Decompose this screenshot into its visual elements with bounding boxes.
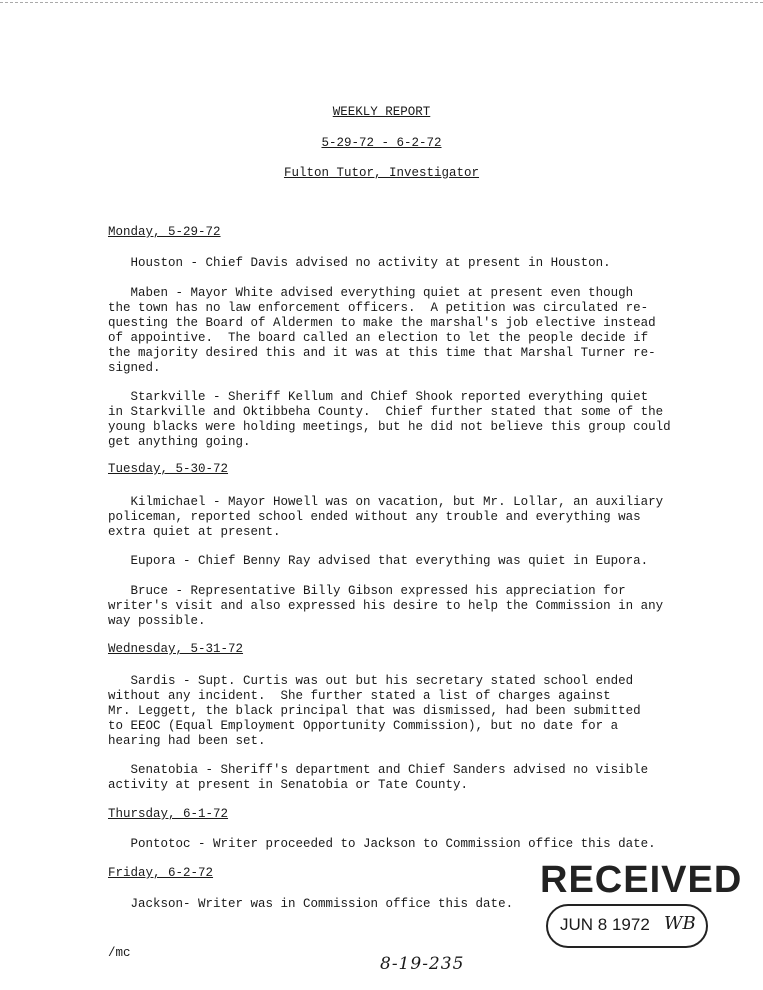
report-paragraph bbox=[108, 837, 708, 852]
scan-edge bbox=[0, 2, 763, 3]
paragraph-line: young blacks were holding meetings, but he did not believe this group could bbox=[108, 420, 671, 434]
paragraph-line: Sardis - Supt. Curtis was out but his secretary stated school ended bbox=[108, 674, 634, 688]
report-author-text: Fulton Tutor, Investigator bbox=[283, 166, 480, 180]
paragraph-line: get anything going. bbox=[108, 435, 251, 449]
paragraph-line: Bruce - Representative Billy Gibson expressed his appreciation for bbox=[108, 584, 626, 598]
report-paragraph bbox=[108, 763, 708, 793]
report-paragraph bbox=[108, 674, 708, 749]
report-paragraph bbox=[108, 584, 708, 629]
paragraph-line: signed. bbox=[108, 361, 161, 375]
report-period bbox=[0, 136, 763, 150]
paragraph-line: Starkville - Sheriff Kellum and Chief Shook reported everything quiet bbox=[108, 390, 649, 404]
paragraph-line: Pontotoc - Writer proceeded to Jackson to Commission office this date. bbox=[108, 837, 656, 851]
report-paragraph bbox=[108, 495, 708, 540]
report-paragraph bbox=[108, 286, 708, 376]
report-author bbox=[0, 166, 763, 180]
paragraph-line: Maben - Mayor White advised everything quiet at present even though bbox=[108, 286, 634, 300]
paragraph-line: Eupora - Chief Benny Ray advised that everything was quiet in Eupora. bbox=[108, 554, 649, 568]
report-paragraph bbox=[108, 256, 708, 271]
paragraph-line: Kilmichael - Mayor Howell was on vacation, but Mr. Lollar, an auxiliary bbox=[108, 495, 664, 509]
paragraph-line: writer's visit and also expressed his desire to help the Commission in any bbox=[108, 599, 664, 613]
paragraph-line: without any incident. She further stated a list of charges against bbox=[108, 689, 611, 703]
file-number: 8-19-235 bbox=[380, 954, 465, 974]
day-heading: Wednesday, 5-31-72 bbox=[108, 642, 244, 656]
report-paragraph bbox=[108, 390, 708, 450]
paragraph-line: the majority desired this and it was at this time that Marshal Turner re- bbox=[108, 346, 656, 360]
day-heading: Thursday, 6-1-72 bbox=[108, 807, 229, 821]
paragraph-line: extra quiet at present. bbox=[108, 525, 281, 539]
paragraph-line: hearing had been set. bbox=[108, 734, 266, 748]
paragraph-line: Jackson- Writer was in Commission office this date. bbox=[108, 897, 514, 911]
received-stamp bbox=[540, 859, 743, 948]
report-paragraph bbox=[108, 554, 708, 569]
paragraph-line: Houston - Chief Davis advised no activity at present in Houston. bbox=[108, 256, 611, 270]
paragraph-line: of appointive. The board called an election to let the people decide if bbox=[108, 331, 649, 345]
paragraph-line: policeman, reported school ended without any trouble and everything was bbox=[108, 510, 641, 524]
paragraph-line: activity at present in Senatobia or Tate County. bbox=[108, 778, 469, 792]
paragraph-line: the town has no law enforcement officers. A petition was circulated re- bbox=[108, 301, 649, 315]
stamp-date: JUN 8 1972 bbox=[560, 915, 650, 934]
report-period-text: 5-29-72 - 6-2-72 bbox=[321, 136, 442, 150]
day-heading: Monday, 5-29-72 bbox=[108, 225, 221, 239]
typist-initials: /mc bbox=[108, 946, 131, 960]
day-heading: Tuesday, 5-30-72 bbox=[108, 462, 229, 476]
paragraph-line: Mr. Leggett, the black principal that was dismissed, had been submitted bbox=[108, 704, 641, 718]
report-title bbox=[0, 105, 763, 119]
stamp-initials: WB bbox=[664, 913, 696, 934]
paragraph-line: way possible. bbox=[108, 614, 206, 628]
day-heading: Friday, 6-2-72 bbox=[108, 866, 214, 880]
paragraph-line: Senatobia - Sheriff's department and Chief Sanders advised no visible bbox=[108, 763, 649, 777]
report-title-text: WEEKLY REPORT bbox=[332, 105, 431, 119]
stamp-word: RECEIVED bbox=[540, 859, 743, 901]
paragraph-line: in Starkville and Oktibbeha County. Chief further stated that some of the bbox=[108, 405, 664, 419]
paragraph-line: questing the Board of Aldermen to make the marshal's job elective instead bbox=[108, 316, 656, 330]
paragraph-line: to EEOC (Equal Employment Opportunity Commission), but no date for a bbox=[108, 719, 619, 733]
